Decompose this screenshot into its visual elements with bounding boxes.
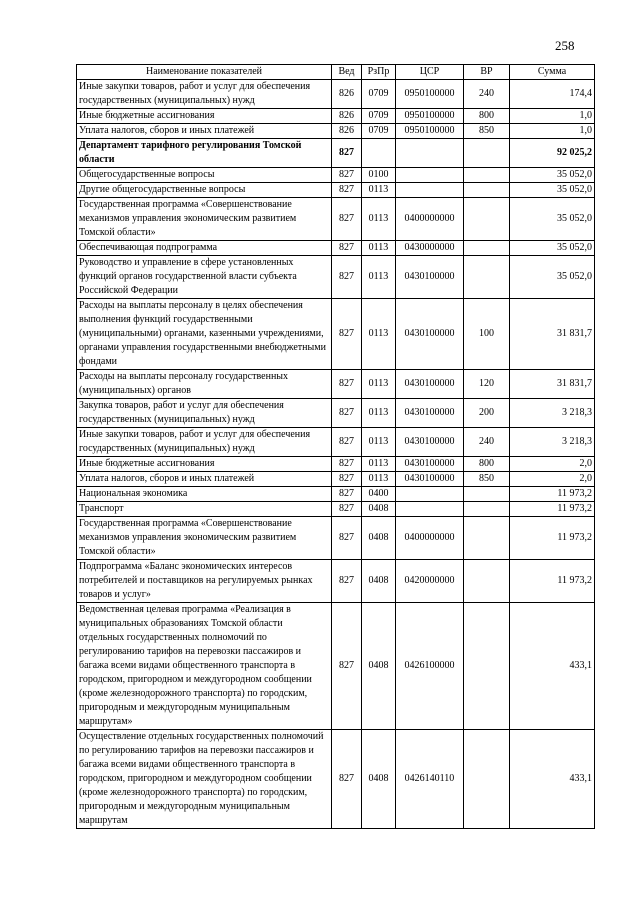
header-vr: ВР [464, 65, 510, 80]
cell-rzpr: 0408 [362, 517, 396, 560]
cell-name: Уплата налогов, сборов и иных платежей [77, 472, 332, 487]
cell-ved: 827 [332, 457, 362, 472]
cell-name: Расходы на выплаты персоналу государственных (муниципальных) органов [77, 370, 332, 399]
cell-vr: 240 [464, 428, 510, 457]
cell-sum: 31 831,7 [510, 370, 595, 399]
cell-sum: 3 218,3 [510, 399, 595, 428]
cell-rzpr: 0113 [362, 256, 396, 299]
cell-vr [464, 198, 510, 241]
cell-name: Общегосударственные вопросы [77, 168, 332, 183]
cell-vr: 120 [464, 370, 510, 399]
cell-name: Уплата налогов, сборов и иных платежей [77, 124, 332, 139]
cell-rzpr: 0709 [362, 109, 396, 124]
cell-ved: 827 [332, 730, 362, 829]
cell-ved: 827 [332, 487, 362, 502]
cell-vr [464, 502, 510, 517]
cell-sum: 174,4 [510, 80, 595, 109]
cell-ved: 826 [332, 124, 362, 139]
cell-csr: 0430100000 [396, 299, 464, 370]
cell-name: Департамент тарифного регулирования Томской области [77, 139, 332, 168]
cell-rzpr: 0113 [362, 241, 396, 256]
table-row [77, 124, 595, 139]
cell-csr: 0430100000 [396, 457, 464, 472]
cell-sum: 11 973,2 [510, 502, 595, 517]
table-row [77, 109, 595, 124]
cell-rzpr: 0113 [362, 457, 396, 472]
cell-name: Государственная программа «Совершенствование механизмов управления экономическим развитием Томской области» [77, 198, 332, 241]
cell-ved: 827 [332, 428, 362, 457]
cell-csr [396, 139, 464, 168]
cell-vr: 850 [464, 472, 510, 487]
cell-vr [464, 168, 510, 183]
header-name: Наименование показателей [77, 65, 332, 80]
cell-sum: 11 973,2 [510, 560, 595, 603]
cell-name: Осуществление отдельных государственных полномочий по регулированию тарифов на перевозки пассажиров и багажа всеми видами общественного транспорта в городском, пригородном и междугородном сообщении (кроме железнодорожного транспорта) по городским, пригородным и междугородным муниципальным маршрутам [77, 730, 332, 829]
cell-name: Обеспечивающая подпрограмма [77, 241, 332, 256]
table-row [77, 256, 595, 299]
cell-ved: 827 [332, 198, 362, 241]
cell-csr: 0400000000 [396, 198, 464, 241]
cell-rzpr: 0113 [362, 183, 396, 198]
table-row [77, 730, 595, 829]
cell-vr: 850 [464, 124, 510, 139]
cell-sum: 2,0 [510, 472, 595, 487]
cell-vr [464, 560, 510, 603]
cell-rzpr: 0408 [362, 603, 396, 730]
header-rzpr: РзПр [362, 65, 396, 80]
table-row [77, 487, 595, 502]
cell-ved: 827 [332, 299, 362, 370]
cell-ved: 827 [332, 560, 362, 603]
cell-rzpr: 0113 [362, 428, 396, 457]
cell-csr: 0420000000 [396, 560, 464, 603]
cell-sum: 92 025,2 [510, 139, 595, 168]
budget-table [76, 64, 595, 829]
cell-csr: 0950100000 [396, 80, 464, 109]
table-header-row [77, 65, 595, 80]
cell-name: Иные закупки товаров, работ и услуг для обеспечения государственных (муниципальных) нужд [77, 428, 332, 457]
cell-sum: 433,1 [510, 730, 595, 829]
cell-csr: 0950100000 [396, 109, 464, 124]
cell-rzpr: 0709 [362, 80, 396, 109]
table-row [77, 183, 595, 198]
cell-ved: 827 [332, 256, 362, 299]
cell-rzpr: 0709 [362, 124, 396, 139]
cell-csr: 0430100000 [396, 256, 464, 299]
cell-csr: 0430100000 [396, 428, 464, 457]
cell-name: Иные закупки товаров, работ и услуг для обеспечения государственных (муниципальных) нужд [77, 80, 332, 109]
cell-ved: 826 [332, 109, 362, 124]
cell-sum: 11 973,2 [510, 487, 595, 502]
table-row [77, 370, 595, 399]
table-row [77, 399, 595, 428]
cell-ved: 827 [332, 370, 362, 399]
cell-csr: 0426140110 [396, 730, 464, 829]
cell-rzpr: 0408 [362, 560, 396, 603]
table-row [77, 80, 595, 109]
table-row [77, 168, 595, 183]
cell-sum: 1,0 [510, 109, 595, 124]
table-row [77, 299, 595, 370]
cell-rzpr [362, 139, 396, 168]
cell-csr [396, 487, 464, 502]
table-row [77, 472, 595, 487]
cell-ved: 827 [332, 241, 362, 256]
cell-sum: 35 052,0 [510, 256, 595, 299]
cell-rzpr: 0113 [362, 198, 396, 241]
cell-name: Иные бюджетные ассигнования [77, 457, 332, 472]
header-sum: Сумма [510, 65, 595, 80]
page-number: 258 [555, 38, 575, 53]
cell-rzpr: 0113 [362, 472, 396, 487]
cell-ved: 827 [332, 139, 362, 168]
cell-sum: 11 973,2 [510, 517, 595, 560]
table-row [77, 428, 595, 457]
cell-ved: 827 [332, 399, 362, 428]
cell-csr [396, 502, 464, 517]
cell-vr: 800 [464, 109, 510, 124]
cell-name: Транспорт [77, 502, 332, 517]
cell-sum: 35 052,0 [510, 241, 595, 256]
cell-csr: 0426100000 [396, 603, 464, 730]
cell-ved: 827 [332, 472, 362, 487]
cell-sum: 1,0 [510, 124, 595, 139]
cell-csr [396, 168, 464, 183]
cell-name: Руководство и управление в сфере установленных функций органов государственной власти субъекта Российской Федерации [77, 256, 332, 299]
cell-vr [464, 241, 510, 256]
table-row [77, 457, 595, 472]
cell-ved: 827 [332, 502, 362, 517]
cell-rzpr: 0113 [362, 299, 396, 370]
cell-csr [396, 183, 464, 198]
cell-csr: 0400000000 [396, 517, 464, 560]
cell-sum: 3 218,3 [510, 428, 595, 457]
table-row [77, 560, 595, 603]
cell-sum: 433,1 [510, 603, 595, 730]
cell-sum: 31 831,7 [510, 299, 595, 370]
cell-ved: 827 [332, 603, 362, 730]
cell-vr [464, 730, 510, 829]
cell-name: Ведомственная целевая программа «Реализация в муниципальных образованиях Томской области отдельных государственных полномочий по регулированию тарифов на перевозки пассажиров и багажа всеми видами общественного транспорта в городском, пригородном и междугородном сообщении (кроме железнодорожного транспорта) по городским, пригородным и междугородным муниципальным маршрутам» [77, 603, 332, 730]
cell-ved: 827 [332, 517, 362, 560]
table-row [77, 198, 595, 241]
cell-vr [464, 487, 510, 502]
cell-ved: 826 [332, 80, 362, 109]
cell-csr: 0430000000 [396, 241, 464, 256]
table-row [77, 603, 595, 730]
cell-vr: 200 [464, 399, 510, 428]
cell-vr: 800 [464, 457, 510, 472]
table-row [77, 502, 595, 517]
cell-ved: 827 [332, 168, 362, 183]
table-row [77, 139, 595, 168]
cell-rzpr: 0408 [362, 730, 396, 829]
cell-csr: 0950100000 [396, 124, 464, 139]
cell-csr: 0430100000 [396, 370, 464, 399]
cell-rzpr: 0408 [362, 502, 396, 517]
cell-rzpr: 0113 [362, 399, 396, 428]
table-body [77, 80, 595, 829]
cell-sum: 2,0 [510, 457, 595, 472]
header-ved: Вед [332, 65, 362, 80]
cell-vr [464, 517, 510, 560]
cell-name: Подпрограмма «Баланс экономических интересов потребителей и поставщиков на регулируемых рынках товаров и услуг» [77, 560, 332, 603]
header-csr: ЦСР [396, 65, 464, 80]
table-row [77, 241, 595, 256]
cell-rzpr: 0100 [362, 168, 396, 183]
cell-sum: 35 052,0 [510, 198, 595, 241]
cell-sum: 35 052,0 [510, 183, 595, 198]
cell-csr: 0430100000 [396, 399, 464, 428]
cell-name: Иные бюджетные ассигнования [77, 109, 332, 124]
cell-sum: 35 052,0 [510, 168, 595, 183]
cell-csr: 0430100000 [396, 472, 464, 487]
cell-vr: 100 [464, 299, 510, 370]
cell-vr: 240 [464, 80, 510, 109]
cell-ved: 827 [332, 183, 362, 198]
table-row [77, 517, 595, 560]
cell-rzpr: 0113 [362, 370, 396, 399]
cell-vr [464, 139, 510, 168]
cell-name: Закупка товаров, работ и услуг для обеспечения государственных (муниципальных) нужд [77, 399, 332, 428]
cell-vr [464, 183, 510, 198]
cell-name: Другие общегосударственные вопросы [77, 183, 332, 198]
cell-name: Расходы на выплаты персоналу в целях обеспечения выполнения функций государственными (муниципальными) органами, казенными учреждениями, органами управления государственными внебюджетными фондами [77, 299, 332, 370]
cell-name: Государственная программа «Совершенствование механизмов управления экономическим развитием Томской области» [77, 517, 332, 560]
cell-vr [464, 256, 510, 299]
cell-rzpr: 0400 [362, 487, 396, 502]
cell-name: Национальная экономика [77, 487, 332, 502]
cell-vr [464, 603, 510, 730]
